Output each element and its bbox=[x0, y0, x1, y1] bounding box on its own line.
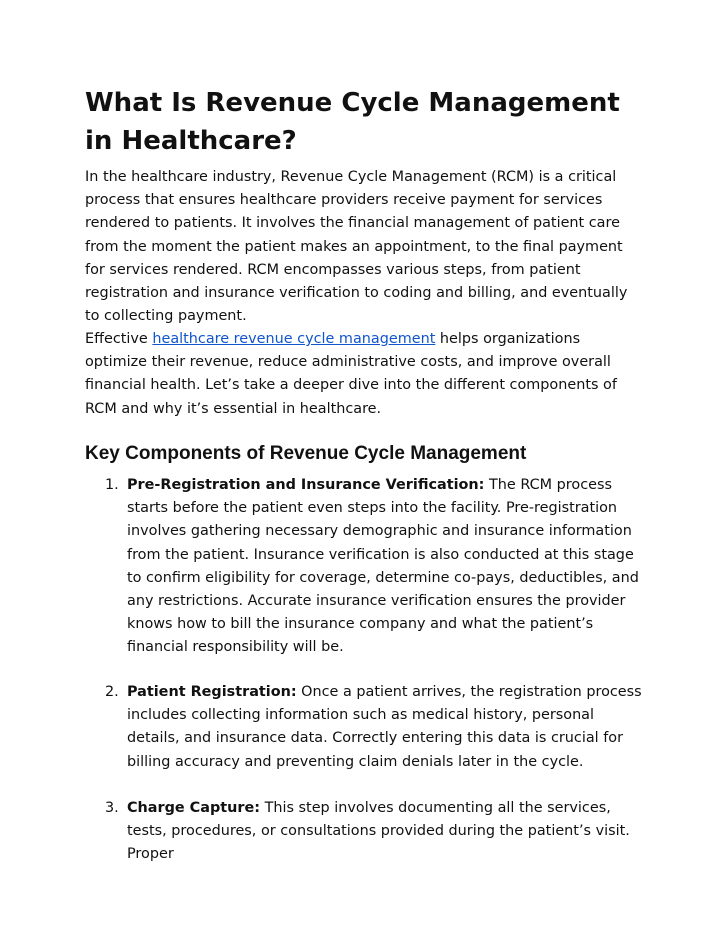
list-item bbox=[85, 474, 645, 660]
page-title: What Is Revenue Cycle Management in Healthcare? bbox=[85, 88, 620, 156]
list-item-number: 1. bbox=[105, 477, 119, 493]
list-item-text bbox=[127, 681, 647, 774]
list-item bbox=[85, 797, 645, 867]
section-heading: Key Components of Revenue Cycle Management bbox=[85, 443, 527, 464]
list-item-body: The RCM process starts before the patient even steps into the facility. Pre-registration involves gathering necessary demographic and insurance information from the patient. Insurance verification is also conducted at this stage to confirm eligibility for coverage, determine co-pays, deductibles, and any restrictions. Accurate insurance verification ensures the provider knows how to bill the insurance company and what the patient’s financial responsibility will be. bbox=[127, 477, 639, 656]
rcm-link[interactable]: healthcare revenue cycle management bbox=[152, 331, 436, 347]
list-item-label: Pre-Registration and Insurance Verification: bbox=[127, 477, 485, 493]
list-item-text bbox=[127, 797, 647, 867]
intro-paragraph: In the healthcare industry, Revenue Cycle Management (RCM) is a critical process that ensures healthcare providers receive payment for services rendered to patients. It involves the financial management of patient care from the moment the patient makes an appointment, to the final payment for services rendered. RCM encompasses various steps, from patient registration and insurance verification to coding and billing, and eventually to collecting payment. bbox=[85, 169, 628, 325]
list-item-label: Charge Capture: bbox=[127, 800, 260, 816]
list-item-text bbox=[127, 474, 647, 660]
second-paragraph bbox=[85, 328, 645, 421]
paragraph-text-before-link: Effective bbox=[85, 331, 153, 347]
list-item-label: Patient Registration: bbox=[127, 684, 297, 700]
list-item-number: 3. bbox=[105, 800, 119, 816]
list-item bbox=[85, 681, 645, 774]
list-item-number: 2. bbox=[105, 684, 119, 700]
list-item-body: Once a patient arrives, the registration process includes collecting information such as medical history, personal details, and insurance data. Correctly entering this data is crucial for billing accuracy and preventing claim denials later in the cycle. bbox=[127, 684, 642, 770]
paragraph-text-after-link: helps organizations optimize their revenue, reduce administrative costs, and improve overall financial health. Let’s take a deeper dive into the different components of RCM and why it’s essential in healthcare. bbox=[85, 331, 617, 417]
list-item-body: This step involves documenting all the services, tests, procedures, or consultations provided during the patient’s visit. Proper bbox=[127, 800, 630, 863]
